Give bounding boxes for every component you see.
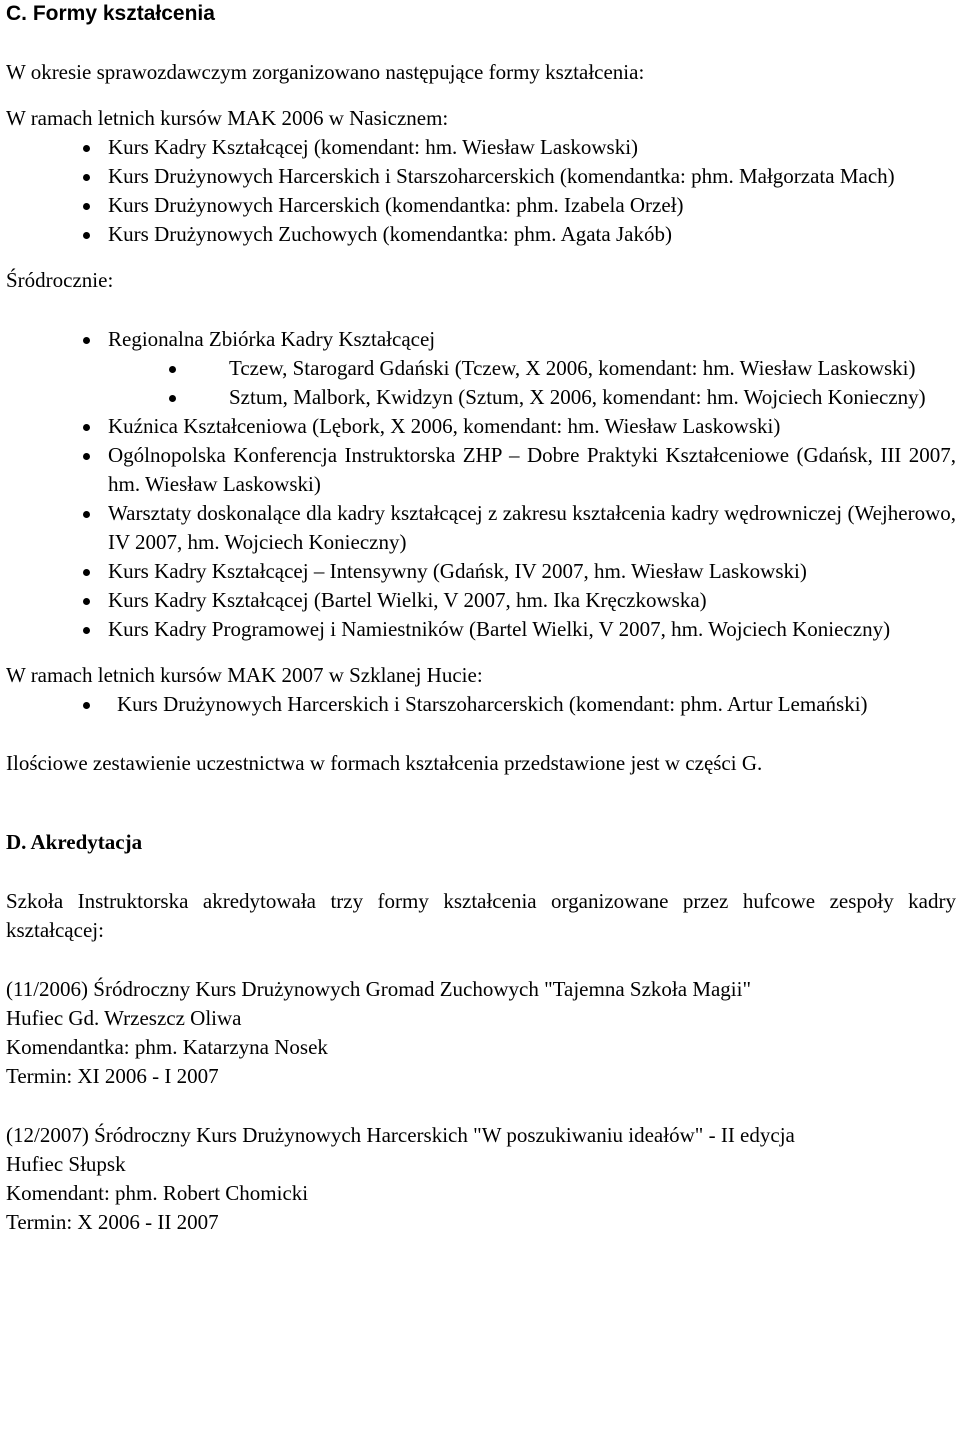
- bullet-icon: [83, 203, 90, 210]
- section-c-summary: Ilościowe zestawienie uczestnictwa w formach kształcenia przedstawione jest w części G.: [6, 751, 763, 775]
- list-item: Ogólnopolska Konferencja Instruktorska ZHP – Dobre Praktyki Kształceniowe (Gdańsk, III 2007, hm. Wiesław Laskowski): [6, 441, 956, 499]
- section-c-intro: W okresie sprawozdawczym zorganizowano następujące formy kształcenia:: [6, 60, 645, 84]
- midyear-label: Śródrocznie:: [6, 268, 114, 292]
- list-item: Kuźnica Kształceniowa (Lębork, X 2006, komendant: hm. Wiesław Laskowski): [6, 412, 956, 441]
- bullet-icon: [83, 569, 90, 576]
- summer-2007-list: [6, 690, 956, 719]
- summer-2006-list: [6, 133, 956, 249]
- list-subitem: Sztum, Malbork, Kwidzyn (Sztum, X 2006, komendant: hm. Wojciech Konieczny): [6, 383, 956, 412]
- bullet-icon: [83, 145, 90, 152]
- list-item: Kurs Kadry Programowej i Namiestników (Bartel Wielki, V 2007, hm. Wojciech Konieczny): [6, 615, 956, 644]
- list-item: Regionalna Zbiórka Kadry Kształcącej: [6, 325, 956, 354]
- entry-leader: Komendant: phm. Robert Chomicki: [6, 1181, 309, 1205]
- bullet-icon: [83, 598, 90, 605]
- bullet-icon: [83, 337, 90, 344]
- entry-unit: Hufiec Słupsk: [6, 1152, 126, 1176]
- document-page: [6, 0, 956, 1237]
- summer-2007-label: W ramach letnich kursów MAK 2007 w Szklanej Hucie:: [6, 663, 483, 687]
- entry-term: Termin: X 2006 - II 2007: [6, 1210, 219, 1234]
- entry-term: Termin: XI 2006 - I 2007: [6, 1064, 219, 1088]
- list-item: Kurs Drużynowych Harcerskich i Starszoharcerskich (komendant: phm. Artur Lemański): [6, 690, 956, 719]
- entry-name: (11/2006) Śródroczny Kurs Drużynowych Gromad Zuchowych "Tajemna Szkoła Magii": [6, 977, 752, 1001]
- bullet-icon: [83, 702, 90, 709]
- bullet-icon: [83, 424, 90, 431]
- entry-unit: Hufiec Gd. Wrzeszcz Oliwa: [6, 1006, 242, 1030]
- accreditation-entry: [6, 975, 956, 1091]
- list-item: Kurs Drużynowych Zuchowych (komendantka: phm. Agata Jakób): [6, 220, 956, 249]
- entry-name: (12/2007) Śródroczny Kurs Drużynowych Harcerskich "W poszukiwaniu ideałów" - II edycja: [6, 1123, 795, 1147]
- bullet-icon: [83, 627, 90, 634]
- section-d-intro: Szkoła Instruktorska akredytowała trzy formy kształcenia organizowane przez hufcowe zespoły kadry kształcącej:: [6, 889, 956, 942]
- section-d-title: D. Akredytacja: [6, 830, 143, 854]
- list-item: Kurs Drużynowych Harcerskich i Starszoharcerskich (komendantka: phm. Małgorzata Mach): [6, 162, 956, 191]
- summer-2006-label: W ramach letnich kursów MAK 2006 w Nasicznem:: [6, 106, 449, 130]
- accreditation-entry: [6, 1121, 956, 1237]
- list-subitem: Tczew, Starogard Gdański (Tczew, X 2006, komendant: hm. Wiesław Laskowski): [6, 354, 956, 383]
- bullet-icon: [83, 511, 90, 518]
- entry-leader: Komendantka: phm. Katarzyna Nosek: [6, 1035, 328, 1059]
- bullet-icon: [169, 366, 176, 373]
- list-item: Kurs Kadry Kształcącej (Bartel Wielki, V 2007, hm. Ika Kręczkowska): [6, 586, 956, 615]
- section-c-title: C. Formy kształcenia: [6, 2, 215, 25]
- list-item: Kurs Kadry Kształcącej (komendant: hm. Wiesław Laskowski): [6, 133, 956, 162]
- bullet-icon: [83, 174, 90, 181]
- bullet-icon: [169, 395, 176, 402]
- list-item: Kurs Kadry Kształcącej – Intensywny (Gdańsk, IV 2007, hm. Wiesław Laskowski): [6, 557, 956, 586]
- bullet-icon: [83, 232, 90, 239]
- bullet-icon: [83, 453, 90, 460]
- list-item: Warsztaty doskonalące dla kadry kształcącej z zakresu kształcenia kadry wędrowniczej (Wejherowo, IV 2007, hm. Wojciech Konieczny): [6, 499, 956, 557]
- midyear-list: [6, 325, 956, 644]
- list-item: Kurs Drużynowych Harcerskich (komendantka: phm. Izabela Orzeł): [6, 191, 956, 220]
